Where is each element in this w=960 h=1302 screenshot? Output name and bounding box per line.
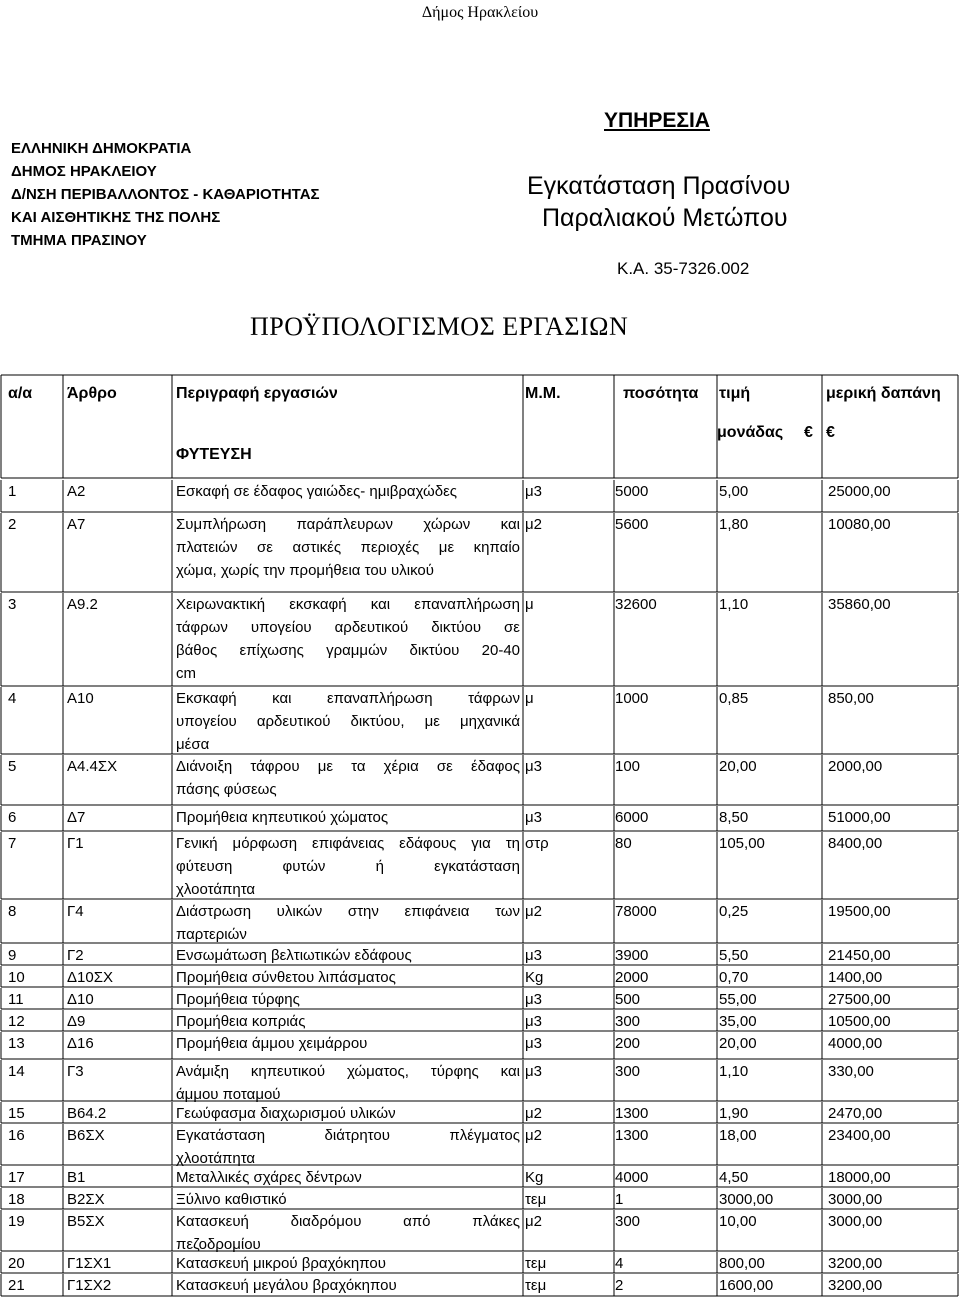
row-price: 3000,00: [719, 1191, 774, 1208]
project-title-line2: Παραλιακού Μετώπου: [542, 204, 788, 232]
row-article: Α10: [67, 690, 94, 707]
row-article: Β6ΣΧ: [67, 1127, 105, 1144]
row-number: 14: [8, 1063, 25, 1080]
currency-sign: €: [804, 424, 813, 441]
row-number: 8: [8, 903, 17, 920]
project-title-line1: Εγκατάσταση Πρασίνου: [527, 172, 791, 200]
row-description-line: πάσης φύσεως: [176, 781, 277, 798]
row-price: 1,10: [719, 1063, 749, 1080]
row-number: 2: [8, 516, 17, 533]
row-description-line: Ενσωμάτωση βελτιωτικών εδάφους: [176, 947, 412, 964]
row-price: 1,10: [719, 596, 749, 613]
row-quantity: 5600: [615, 516, 649, 533]
municipality-title: Δήμος Ηρακλείου: [421, 4, 539, 21]
row-partial-cost: 10080,00: [828, 516, 891, 533]
row-partial-cost: 2000,00: [828, 758, 883, 775]
row-description-line: Κατασκευή μικρού βραχόκηπου: [176, 1255, 386, 1272]
row-partial-cost: 8400,00: [828, 835, 883, 852]
row-price: 10,00: [719, 1213, 757, 1230]
row-description-line: Χειρωνακτική εκσκαφή και επαναπλήρωση: [176, 596, 520, 613]
row-description-line: άμμου ποταμού: [176, 1086, 281, 1103]
row-description-line: υπογείου αρδευτικού δικτύου, με μηχανικά: [176, 713, 520, 730]
authority-line: ΔΗΜΟΣ ΗΡΑΚΛΕΙΟΥ: [11, 163, 157, 180]
row-price: 35,00: [719, 1013, 757, 1030]
row-description-line: Προμήθεια κηπευτικού χώματος: [176, 809, 389, 826]
row-unit: μ3: [525, 809, 542, 826]
currency-sign: €: [826, 424, 835, 441]
row-partial-cost: 10500,00: [828, 1013, 891, 1030]
row-unit: μ: [525, 690, 534, 707]
row-quantity: 3900: [615, 947, 649, 964]
row-partial-cost: 27500,00: [828, 991, 891, 1008]
row-description-line: Ξύλινο καθιστικό: [176, 1191, 287, 1208]
row-partial-cost: 3000,00: [828, 1191, 883, 1208]
row-partial-cost: 21450,00: [828, 947, 891, 964]
column-header-aa: α/α: [8, 385, 33, 402]
row-price: 20,00: [719, 1035, 757, 1052]
row-description-line: Προμήθεια τύρφης: [176, 991, 300, 1008]
row-article: Β2ΣΧ: [67, 1191, 105, 1208]
row-partial-cost: 19500,00: [828, 903, 891, 920]
row-number: 4: [8, 690, 17, 707]
row-description-line: Γεωύφασμα διαχωρισμού υλικών: [176, 1105, 396, 1122]
row-partial-cost: 1400,00: [828, 969, 883, 986]
row-price: 0,85: [719, 690, 749, 707]
row-price: 5,50: [719, 947, 749, 964]
row-quantity: 1300: [615, 1105, 649, 1122]
row-article: Α4.4ΣΧ: [67, 758, 118, 775]
row-description-line: μέσα: [176, 736, 210, 753]
row-number: 13: [8, 1035, 25, 1052]
row-description-line: Προμήθεια άμμου χειμάρρου: [176, 1035, 368, 1052]
row-number: 10: [8, 969, 25, 986]
row-description-line: Εσκαφή σε έδαφος γαιώδες- ημιβραχώδες: [176, 483, 458, 500]
row-unit: τεμ: [525, 1191, 547, 1208]
row-quantity: 80: [615, 835, 632, 852]
column-header-partial-cost: μερική δαπάνη: [826, 385, 941, 402]
row-article: Δ10: [67, 991, 94, 1008]
row-description-line: χλοοτάπητα: [176, 1150, 256, 1167]
row-description-line: Ανάμιξη κηπευτικού χώματος, τύρφης και: [176, 1063, 520, 1080]
row-article: Γ4: [67, 903, 84, 920]
column-header-price: τιμή: [719, 385, 751, 402]
row-unit: μ3: [525, 991, 542, 1008]
row-partial-cost: 51000,00: [828, 809, 891, 826]
row-unit: μ3: [525, 1063, 542, 1080]
row-quantity: 2000: [615, 969, 649, 986]
row-article: Δ9: [67, 1013, 86, 1030]
row-price: 1600,00: [719, 1277, 774, 1294]
row-price: 1,90: [719, 1105, 749, 1122]
row-description-line: Προμήθεια σύνθετου λιπάσματος: [176, 969, 396, 986]
row-price: 5,00: [719, 483, 749, 500]
column-header-description: Περιγραφή εργασιών: [176, 385, 338, 402]
row-description-line: τάφρων υπογείου αρδευτικού δικτύου σε: [176, 619, 520, 636]
row-number: 9: [8, 947, 17, 964]
row-article: Δ10ΣΧ: [67, 969, 113, 986]
row-quantity: 300: [615, 1213, 641, 1230]
authority-line: Δ/ΝΣΗ ΠΕΡΙΒΑΛΛΟΝΤΟΣ - ΚΑΘΑΡΙΟΤΗΤΑΣ: [11, 186, 320, 203]
row-partial-cost: 2470,00: [828, 1105, 883, 1122]
row-article: Α9.2: [67, 596, 98, 613]
authority-line: ΤΜΗΜΑ ΠΡΑΣΙΝΟΥ: [11, 232, 147, 249]
row-unit: μ3: [525, 758, 542, 775]
column-header-price-unit: μονάδας: [717, 424, 784, 441]
row-quantity: 5000: [615, 483, 649, 500]
project-code: Κ.Α. 35-7326.002: [617, 259, 750, 278]
section-label: ΦΥΤΕΥΣΗ: [176, 446, 252, 463]
row-number: 15: [8, 1105, 25, 1122]
row-number: 1: [8, 483, 17, 500]
row-number: 12: [8, 1013, 25, 1030]
row-price: 800,00: [719, 1255, 765, 1272]
service-label: ΥΠΗΡΕΣΙΑ: [604, 109, 710, 132]
row-price: 55,00: [719, 991, 757, 1008]
row-quantity: 2: [615, 1277, 624, 1294]
row-partial-cost: 3200,00: [828, 1277, 883, 1294]
column-header-unit: Μ.Μ.: [525, 385, 561, 402]
row-number: 16: [8, 1127, 25, 1144]
row-article: Α7: [67, 516, 86, 533]
row-article: Γ3: [67, 1063, 84, 1080]
row-unit: μ2: [525, 903, 542, 920]
row-description-line: cm: [176, 665, 196, 682]
row-quantity: 4: [615, 1255, 624, 1272]
authority-block: [11, 137, 320, 252]
row-description-line: βάθος επίχωσης γραμμών δικτύου 20-40: [176, 642, 520, 659]
row-price: 1,80: [719, 516, 749, 533]
row-unit: στρ: [525, 835, 549, 852]
row-partial-cost: 4000,00: [828, 1035, 883, 1052]
row-unit: τεμ: [525, 1277, 547, 1294]
row-price: 8,50: [719, 809, 749, 826]
row-description-line: χλοοτάπητα: [176, 881, 256, 898]
row-number: 5: [8, 758, 17, 775]
row-price: 105,00: [719, 835, 765, 852]
row-description-line: Συμπλήρωση παράπλευρων χώρων και: [176, 516, 520, 533]
row-price: 18,00: [719, 1127, 757, 1144]
row-partial-cost: 3200,00: [828, 1255, 883, 1272]
row-quantity: 200: [615, 1035, 641, 1052]
row-article: Β1: [67, 1169, 86, 1186]
row-quantity: 6000: [615, 809, 649, 826]
row-description-line: Εγκατάσταση διάτρητου πλέγματος: [176, 1127, 520, 1144]
row-partial-cost: 850,00: [828, 690, 874, 707]
authority-line: ΚΑΙ ΑΙΣΘΗΤΙΚΗΣ ΤΗΣ ΠΟΛΗΣ: [11, 209, 221, 226]
row-article: Γ1: [67, 835, 84, 852]
column-header-article: Άρθρο: [67, 385, 117, 402]
row-description-line: πλατειών σε αστικές περιοχές με κηπαίο: [176, 539, 520, 556]
row-description-line: παρτεριών: [176, 926, 247, 943]
row-price: 0,70: [719, 969, 749, 986]
row-price: 0,25: [719, 903, 749, 920]
row-description-line: πεζοδρομίου: [176, 1236, 261, 1253]
row-article: Α2: [67, 483, 86, 500]
row-quantity: 32600: [615, 596, 657, 613]
row-price: 4,50: [719, 1169, 749, 1186]
row-unit: Kg: [525, 1169, 544, 1186]
row-number: 7: [8, 835, 17, 852]
row-article: Δ7: [67, 809, 86, 826]
row-description-line: Μεταλλικές σχάρες δέντρων: [176, 1169, 362, 1186]
row-description-line: Γενική μόρφωση επιφάνειας εδάφους για τη: [176, 835, 520, 852]
row-unit: Kg: [525, 969, 544, 986]
row-article: Β5ΣΧ: [67, 1213, 105, 1230]
row-number: 19: [8, 1213, 25, 1230]
row-quantity: 78000: [615, 903, 657, 920]
row-quantity: 300: [615, 1063, 641, 1080]
row-description-line: Διάνοιξη τάφρου με τα χέρια σε έδαφος: [176, 758, 520, 775]
row-number: 18: [8, 1191, 25, 1208]
row-unit: μ3: [525, 1013, 542, 1030]
authority-line: ΕΛΛΗΝΙΚΗ ΔΗΜΟΚΡΑΤΙΑ: [11, 140, 192, 157]
row-description-line: Προμήθεια κοπριάς: [176, 1013, 306, 1030]
row-partial-cost: 330,00: [828, 1063, 874, 1080]
row-partial-cost: 18000,00: [828, 1169, 891, 1186]
row-article: Γ1ΣΧ1: [67, 1255, 112, 1272]
row-quantity: 4000: [615, 1169, 649, 1186]
column-header-quantity: ποσότητα: [623, 385, 699, 402]
row-partial-cost: 3000,00: [828, 1213, 883, 1230]
row-number: 3: [8, 596, 17, 613]
row-description-line: Εκσκαφή και επαναπλήρωση τάφρων: [176, 690, 520, 707]
row-number: 6: [8, 809, 17, 826]
row-article: Γ2: [67, 947, 84, 964]
row-quantity: 300: [615, 1013, 641, 1030]
row-partial-cost: 35860,00: [828, 596, 891, 613]
row-description-line: Διάστρωση υλικών στην επιφάνεια των: [176, 903, 520, 920]
row-quantity: 100: [615, 758, 641, 775]
row-price: 20,00: [719, 758, 757, 775]
row-description-line: Κατασκευή διαδρόμου από πλάκες: [176, 1213, 520, 1230]
row-unit: τεμ: [525, 1255, 547, 1272]
row-quantity: 1300: [615, 1127, 649, 1144]
document-title: ΠΡΟΫΠΟΛΟΓΙΣΜΟΣ ΕΡΓΑΣΙΩΝ: [250, 312, 629, 341]
row-unit: μ3: [525, 483, 542, 500]
row-quantity: 500: [615, 991, 641, 1008]
row-number: 11: [8, 991, 24, 1008]
row-unit: μ2: [525, 1127, 542, 1144]
row-unit: μ2: [525, 1105, 542, 1122]
row-unit: μ2: [525, 516, 542, 533]
row-article: Β64.2: [67, 1105, 107, 1122]
row-quantity: 1000: [615, 690, 649, 707]
row-number: 21: [8, 1277, 25, 1294]
row-description-line: φύτευση φυτών ή εγκατάσταση: [176, 858, 520, 875]
row-unit: μ: [525, 596, 534, 613]
row-partial-cost: 23400,00: [828, 1127, 891, 1144]
row-number: 20: [8, 1255, 25, 1272]
row-description-line: χώμα, χωρίς την προμήθεια του υλικού: [176, 562, 434, 579]
row-number: 17: [8, 1169, 25, 1186]
row-unit: μ3: [525, 1035, 542, 1052]
row-article: Δ16: [67, 1035, 94, 1052]
row-article: Γ1ΣΧ2: [67, 1277, 112, 1294]
row-unit: μ3: [525, 947, 542, 964]
row-partial-cost: 25000,00: [828, 483, 891, 500]
row-quantity: 1: [615, 1191, 624, 1208]
row-description-line: Κατασκευή μεγάλου βραχόκηπου: [176, 1277, 397, 1294]
row-unit: μ2: [525, 1213, 542, 1230]
